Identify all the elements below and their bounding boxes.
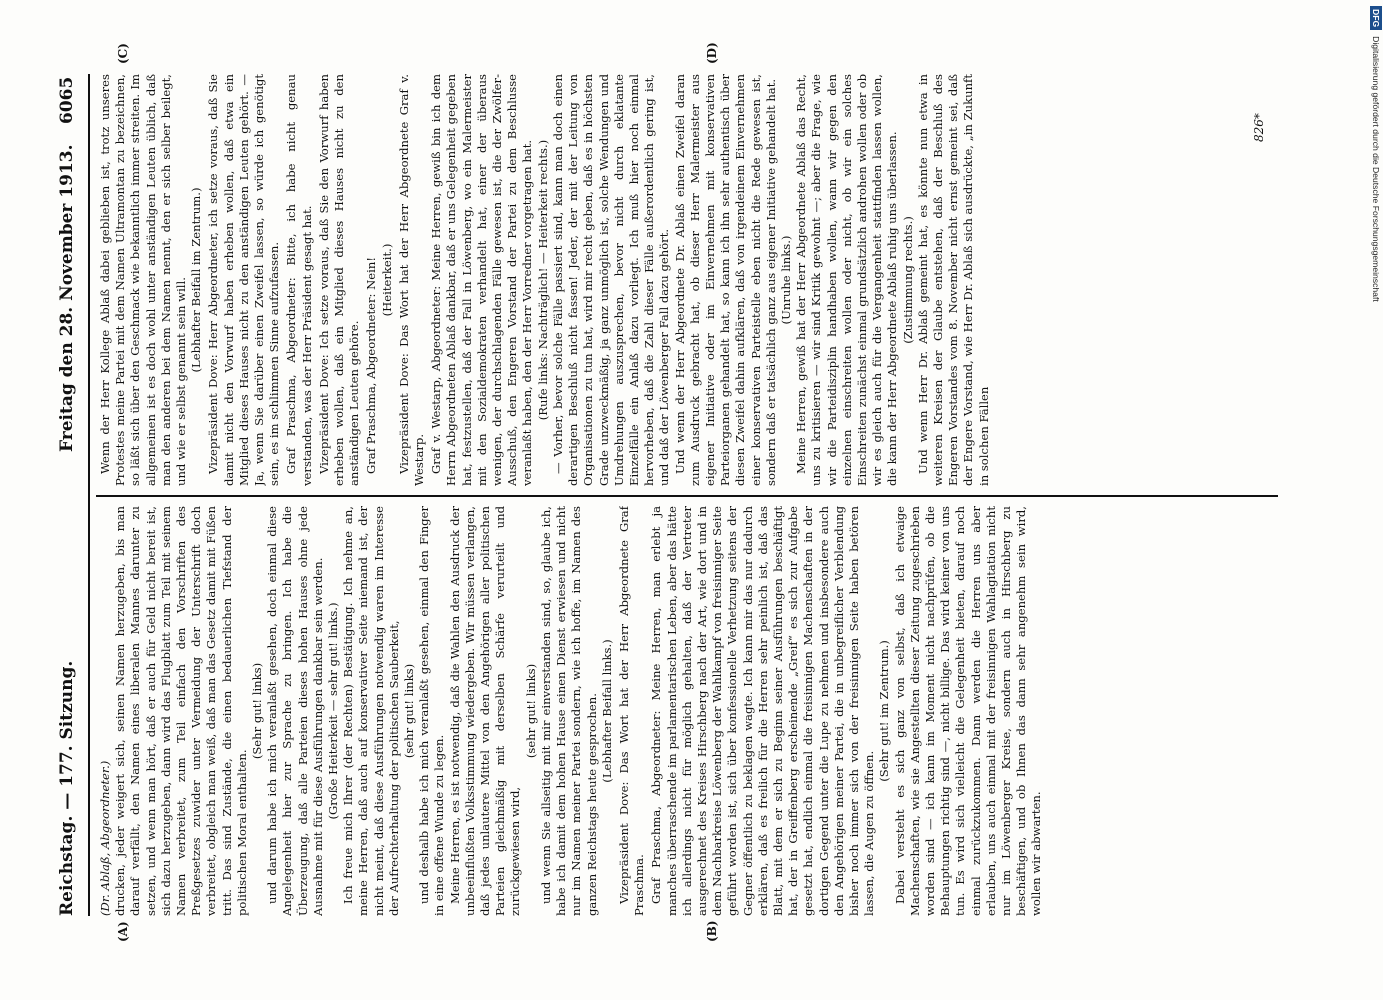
text-column-left: [98, 506, 1284, 916]
paragraph: Meine Herren, es ist notwendig, daß die Wahlen den Ausdruck der unbeeinflußten Volksstimmung wiedergeben. Wir müssen verlangen, daß jedes unlautere Mittel von den Angehörigen aller politischen Parteien gleichmäßig mit derselben Schärfe verurteilt und zurückgewiesen wird,: [447, 506, 523, 916]
paragraph: Meine Herren, gewiß hat der Herr Abgeordnete Ablaß das Recht, uns zu kritisieren — wir sind Kritik gewohnt —; aber die Frage, wie wir die Parteidisziplin handhaben wollen, wann wir gegen den einzelnen einschreiten wollen oder nicht, ob wir ein solches Einschreiten zunächst einmal grundsätzlich androhen wollen oder ob wir es gleich auch für die Vergangenheit stattfinden lassen wollen, die kann der Herr Abgeordnete Ablaß ruhig uns überlassen.: [794, 74, 900, 486]
text-column-right: [98, 74, 1248, 486]
running-head-left: Reichstag. — 177. Sitzung.: [57, 660, 77, 916]
paragraph: drucken, jeder weigert sich, seinen Namen herzugeben, bis man darauf verfällt, den Namen eines liberalen Mannes darunter zu setzen, und wenn man hört, daß er auch für Geld nicht bereit ist, sich dazu herzugeben, dann wird das Flugblatt zum Teil mit seinem Namen verbreitet, zum Teil einfach den Vorschriften des Preßgesetzes zuwider unter Vermeidung der Unterschrift doch verbreitet, obgleich man weiß, daß man das Gesetz damit mit Füßen tritt. Das sind Zustände, die einen bedauerlichen Tiefstand der politischen Moral enthalten.: [113, 506, 249, 916]
paragraph: Graf Praschma, Abgeordneter: Meine Herren, man erlebt ja manches überraschende im parlamentarischen Leben, aber das hätte ich allerdings nicht für möglich gehalten, daß der Vertreter ausgerechnet des Kreises Hirschberg nach der Art, wie dort und in dem Nachbarkreise Löwenberg der Wahlkampf von freisinniger Seite geführt worden ist, sich über konfessionelle Verhetzung seitens der Gegner öffentlich zu beklagen wagte. Ich kann mir das nur dadurch erklären, daß es freilich für die Herren sehr peinlich ist, daß das Blatt, mit dem er sich zu Beginn seiner Ausführungen beschäftigt hat, der in Greiffenberg erscheinende „Greif“ es sich zur Aufgabe gesetzt hat, endlich einmal die freisinnigen Machenschaften in der dortigen Gegend unter die Lupe zu nehmen und insbesondere auch den Angehörigen meiner Partei, die in unbegreiflicher Verblendung bisher noch immer sich von der freisinnigen Seite haben betören lassen, die Augen zu öffnen.: [649, 506, 877, 916]
paragraph: Wenn der Herr Kollege Ablaß dabei geblieben ist, trotz unseres Protestes meine Partei mit dem Namen Ultramontan zu bezeichnen, so läßt sich über den Geschmack wie bekanntlich immer streiten. Im allgemeinen ist es doch wohl unter anständigen Leuten üblich, daß man den anderen bei dem Namen nennt, den er sich selber beilegt, und wie er selbst genannt sein will.: [98, 74, 189, 486]
paragraph: Vizepräsident Dove: Das Wort hat der Herr Abgeordnete Graf v. Westarp.: [396, 74, 427, 486]
margin-marker-a: (A): [116, 921, 130, 942]
paragraph: (Dr. Ablaß, Abgeordneter.): [98, 760, 112, 916]
paragraph: (Rufe links: Nachträglich! — Heiterkeit rechts.): [535, 139, 550, 421]
paragraph: und wenn Sie allseitig mit mir einverstanden sind, so, glaube ich, habe ich damit dem hohen Hause einen Dienst erwiesen und nicht nur im Namen meiner Partei sondern, wie ich hoffe, im Namen des ganzen Reichstags heute gesprochen.: [538, 506, 599, 916]
paragraph: (Heiterkeit.): [379, 243, 394, 317]
page-number: 6065: [57, 76, 77, 124]
column-rule: [96, 496, 1278, 498]
paragraph: (Zustimmung rechts.): [900, 216, 915, 344]
paragraph: Dabei versteht es sich ganz von selbst, daß ich etwaige Machenschaften, wie sie Angestellten dieser Zeitung zugeschrieben worden sind — ich kann im Moment nicht nachprüfen, ob die Behauptungen richtig sind —, nicht billige. Das wird keiner von uns tun. Es wird sich vielleicht die Gelegenheit bieten, darauf noch einmal zurückzukommen. Dann werden die Herren uns aber erlauben, uns auch einmal mit der freisinnigen Wahlagitation nicht nur im Löwenberger Kreise, sondern auch in Hirschberg zu beschäftigen, und ob Ihnen das dann sehr angenehm sein wird, wollen wir abwarten.: [892, 506, 1044, 916]
paragraph: und darum habe ich mich veranlaßt gesehen, doch einmal diese Angelegenheit hier zur Sprache zu bringen. Ich habe die Überzeugung, daß alle Parteien dieses hohen Hauses ohne jede Ausnahme mit für diese Ausführungen dankbar sein werden.: [265, 506, 325, 916]
paragraph: (Große Heiterkeit — sehr gut! links.): [326, 602, 341, 820]
signature-mark: 826*: [1252, 113, 1266, 142]
paragraph: — Vorher, bevor solche Fälle passiert sind, kann man doch einen derartigen Beschluß nicht fassen! Jeder, der mit der Leitung von Organisationen zu tun hat, wird mir recht geben, daß es in höchsten Grade unzweckmäßig, ja ganz unmöglich ist, solche Wendungen und Umdrehungen auszusprechen, bevor nicht durch eklatante Einzelfälle ein Anlaß dazu vorliegt. Ich muß hier noch einmal hervorheben, daß die Zahl dieser Fälle außerordentlich gering ist, und daß der Löwenberger Fall dazu gehört.: [550, 74, 672, 486]
running-head-date: Freitag den 28. November 1913.: [57, 144, 77, 452]
paragraph: Graf Praschma, Abgeordneter: Bitte, ich habe nicht genau verstanden, was der Herr Präsident gesagt hat.: [284, 74, 314, 486]
paragraph: (Lebhafter Beifall im Zentrum.): [189, 187, 204, 373]
paragraph: Ich freue mich Ihrer (der Rechten) Bestätigung. Ich nehme an, meine Herren, daß auch auf konservativer Seite niemand ist, der nicht meint, daß diese Ausführungen notwendig waren im Interesse der Aufrechterhaltung der politischen Sauberkeit,: [341, 506, 401, 916]
credit-text: Digitalisierung gefördert durch die Deutsche Forschungsgemeinschaft: [1371, 36, 1381, 302]
margin-marker-b: (B): [705, 920, 719, 942]
paragraph: (sehr gut! links): [402, 663, 417, 759]
paragraph: Vizepräsident Dove: Das Wort hat der Herr Abgeordnete Graf Praschma.: [616, 506, 647, 916]
paragraph: Graf Praschma, Abgeordneter: Nein!: [364, 257, 379, 474]
dfg-logo: DFG: [1370, 6, 1382, 30]
header-rule: [88, 74, 90, 916]
margin-marker-d: (D): [705, 42, 719, 64]
paragraph: (Sehr gut! im Zentrum.): [877, 640, 892, 782]
paragraph: (sehr gut! links): [523, 663, 538, 759]
paragraph: Und wenn der Herr Abgeordnete Dr. Ablaß einen Zweifel daran zum Ausdruck gebracht hat, ob dieser Herr Malermeister aus eigener Initiative oder im Einvernehmen mit konservativen Parteiorganen gehandelt hat, so kann ich ihn sehr authentisch über diesen Zweifel dahin aufklären, daß von irgendeinem Einvernehmen einer konservativen Parteistelle eben nicht die Rede gewesen ist, sondern daß er tatsächlich ganz aus eigener Initiative gehandelt hat.: [672, 74, 778, 486]
paragraph: (Unruhe links.): [778, 235, 793, 325]
paragraph: und deshalb habe ich mich veranlaßt gesehen, einmal den Finger in eine offene Wunde zu legen.: [417, 506, 447, 916]
paragraph: Graf v. Westarp, Abgeordneter: Meine Herren, gewiß bin ich dem Herrn Abgeordneten Ablaß dankbar, daß er uns Gelegenheit gegeben hat, festzustellen, daß der Fall in Löwenberg, wo ein Malermeister mit den Sozialdemokraten verhandelt hat, einer der überaus wenigen, der durchschlagenden Fälle gewesen ist, die der Zwölfer-Ausschuß, den Engeren Vorstand der Partei zu dem Beschlusse veranlaßt haben, den der Herr Vorredner vorgetragen hat.: [429, 74, 535, 486]
paragraph: (Lebhafter Beifall links.): [599, 639, 614, 783]
paragraph: (Sehr gut! links): [250, 662, 265, 760]
paragraph: Vizepräsident Dove: Herr Abgeordneter, ich setze voraus, daß Sie damit nicht den Vorwurf haben erheben wollen, daß etwa ein Mitglied dieses Hauses nicht zu den anständigen Leuten gehört. — Ja, wenn Sie darüber einen Zweifel lassen, so würde ich genötigt sein, es im schlimmen Sinne aufzufassen.: [206, 74, 282, 486]
paragraph: Und wenn Herr Dr. Ablaß gemeint hat, es könnte nun etwa in weiteren Kreisen der Glaube entstehen, daß der Beschluß des Engeren Vorstandes vom 8. November nicht ernst gemeint sei, daß der Engere Vorstand, wie Herr Dr. Ablaß sich ausdrückte, „in Zukunft in solchen Fällen: [915, 74, 991, 486]
paragraph: Vizepräsident Dove: Ich setze voraus, daß Sie den Vorwurf haben erheben wollen, daß ein Mitglied dieses Hauses nicht zu den anständigen Leuten gehöre.: [316, 74, 362, 486]
digitization-credit: [1370, 6, 1382, 991]
margin-marker-c: (C): [116, 43, 130, 64]
